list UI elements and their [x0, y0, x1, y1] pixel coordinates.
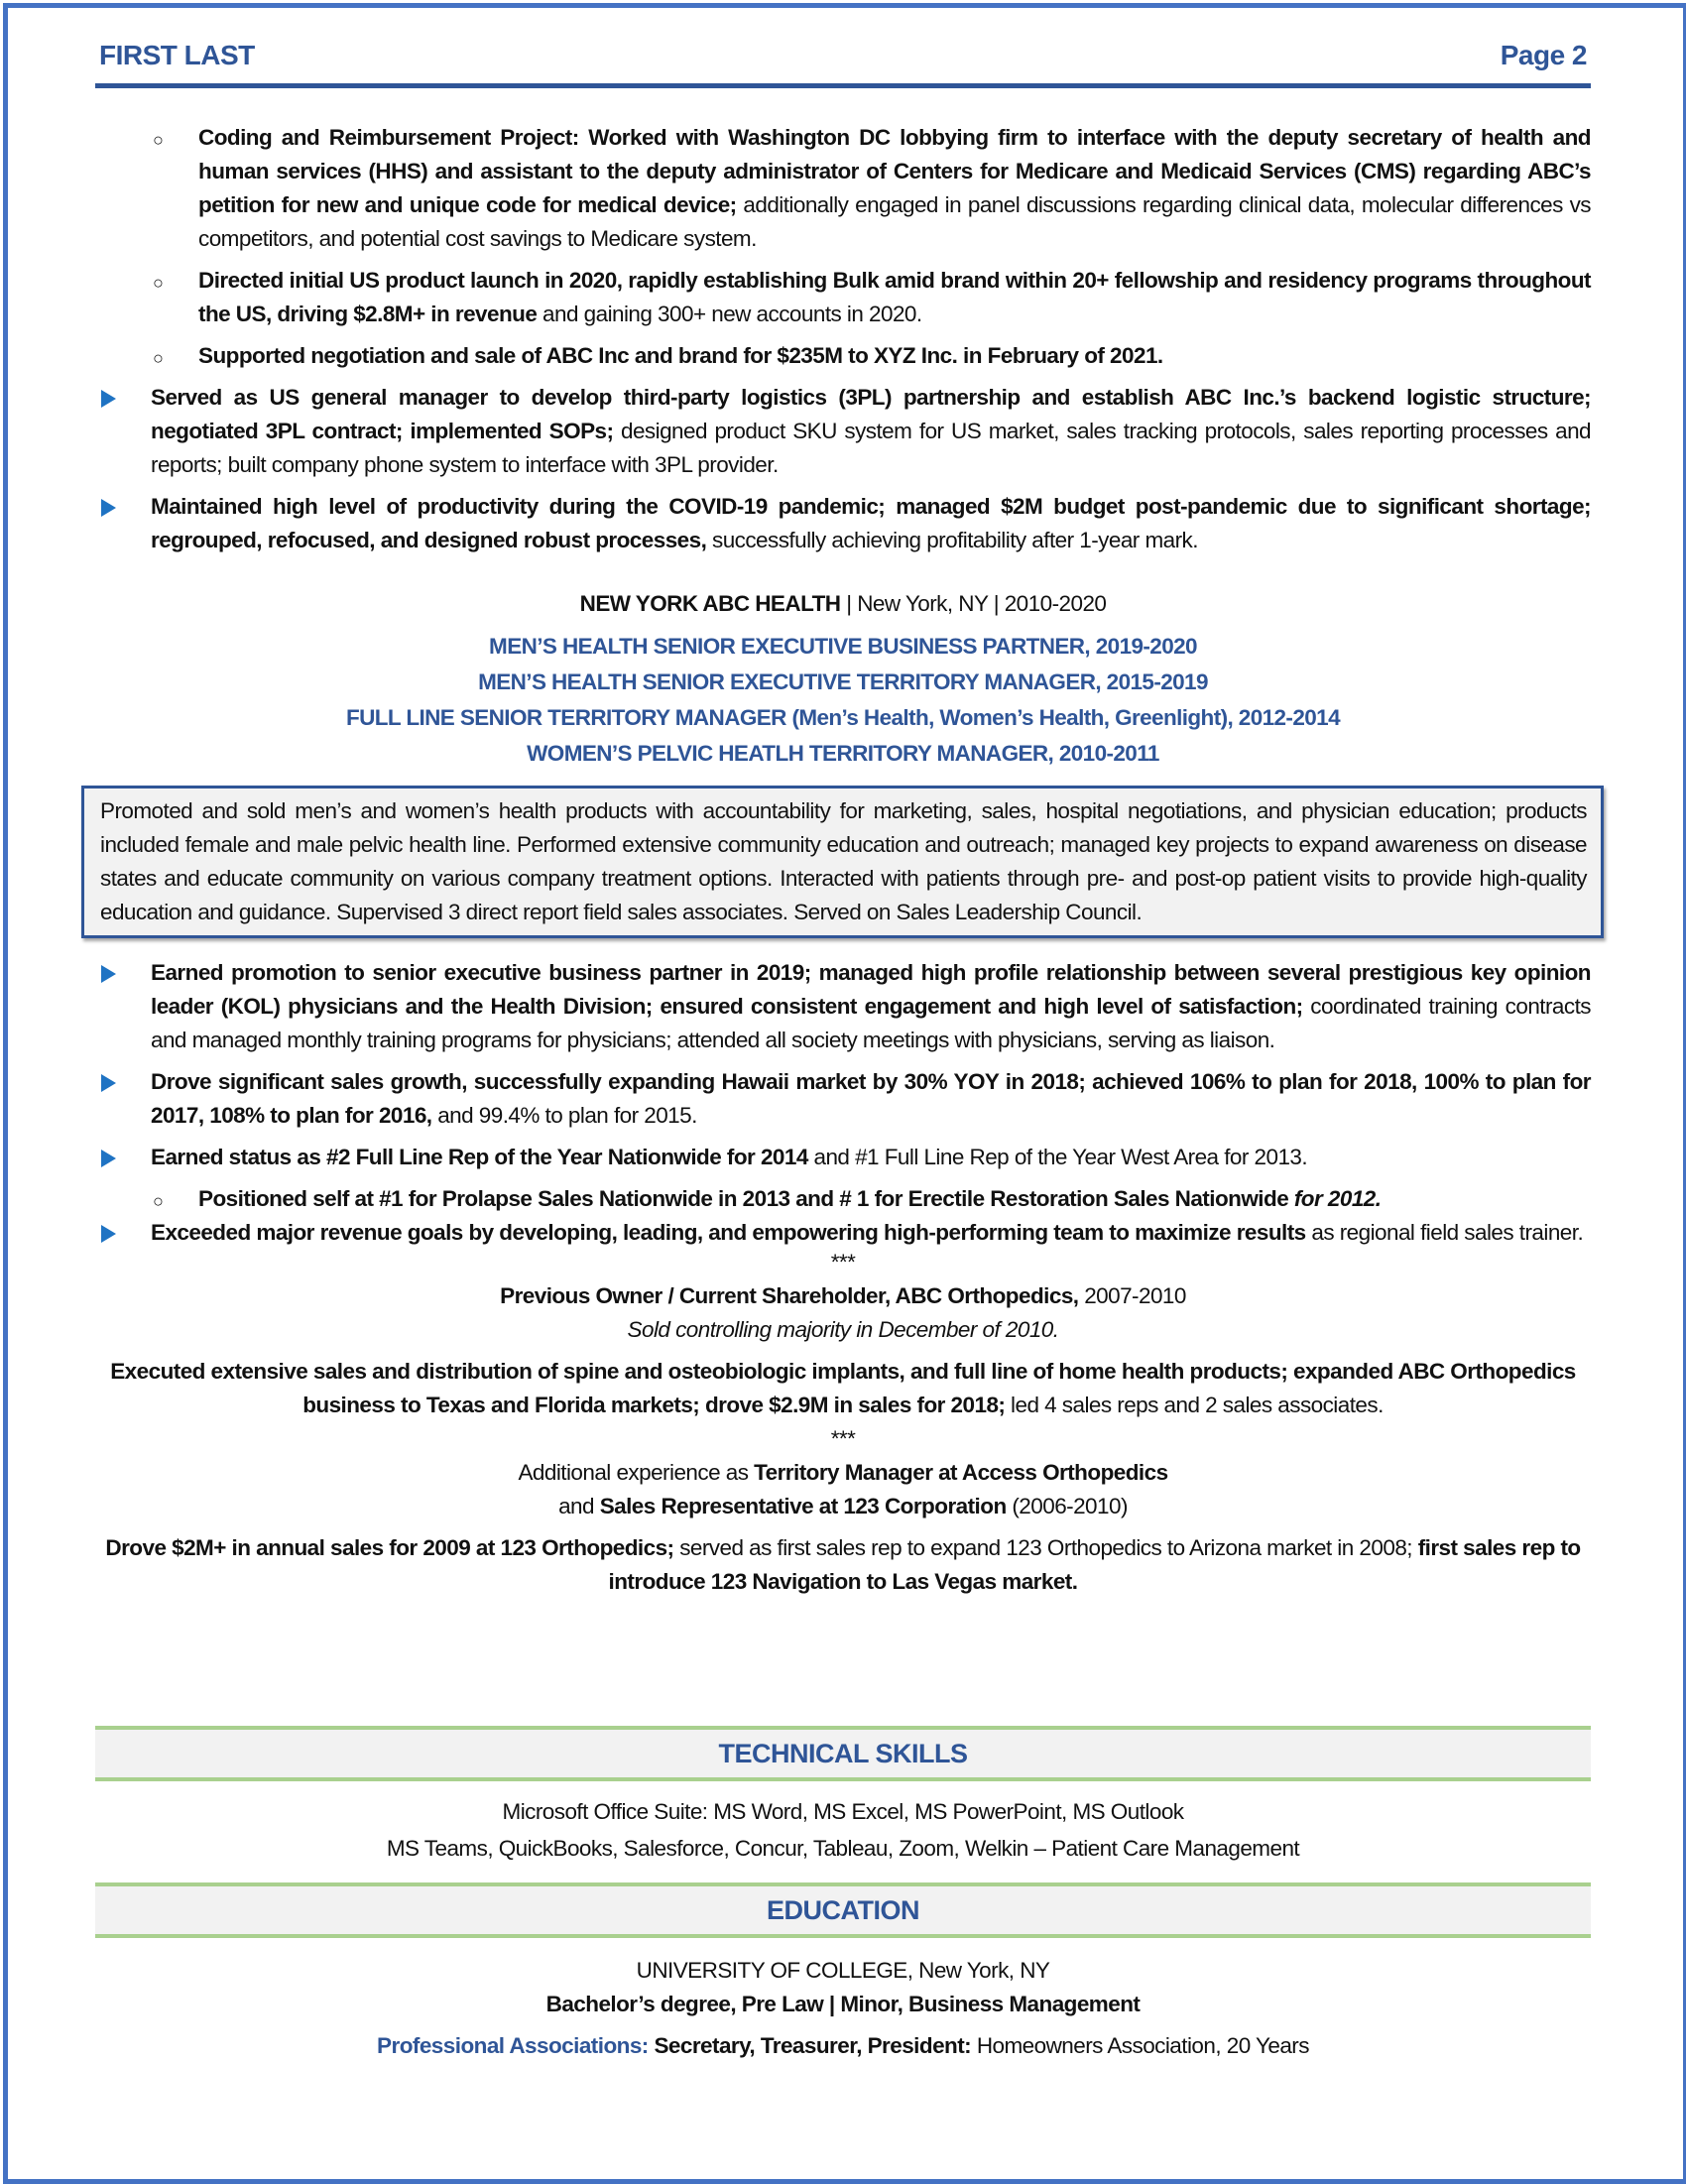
additional-text: and [558, 1494, 600, 1518]
bullet-item [95, 956, 1591, 1057]
circle-outline-icon: ○ [153, 348, 164, 368]
job-title: FULL LINE SENIOR TERRITORY MANAGER (Men’s Health, Women’s Health, Greenlight), 2012-2014 [346, 705, 1340, 730]
role-summary-box: Promoted and sold men’s and women’s health products with accountability for marketing, sales, hospital negotiations, and physician education; products included female and male pelvic health line. Performed extensive community education and outreach; managed key projects to expand awareness on disease states and educate community on various company treatment options. Interacted with patients through pre- and post-op patient visits to provide high-quality education and guidance. Supervised 3 direct report field sales associates. Served on Sales Leadership Council. [81, 786, 1604, 938]
sub-bullet-item [95, 1182, 1591, 1216]
bullet-item [95, 381, 1591, 482]
description-text: served as first sales rep to expand 123 Orthopedics to Arizona market in 2008; [673, 1535, 1418, 1560]
bullet-item [95, 1141, 1591, 1174]
additional-experience-description [95, 1531, 1591, 1599]
bullet-text: additionally engaged in panel discussions regarding clinical data, molecular differences vs competitors, and potential cost savings to Medicare system. [198, 192, 1591, 251]
company-name: NEW YORK ABC HEALTH [579, 591, 841, 616]
description-bold: Drove $2M+ in annual sales for 2009 at 123 Orthopedics; [105, 1535, 674, 1560]
bullet-bold-text: Directed initial US product launch in 2020, rapidly establishing Bulk amid brand within 20+ fellowship and residency programs throughout the US, driving $2.8M+ in revenue [198, 268, 1591, 326]
description-text: led 4 sales reps and 2 sales associates. [1005, 1393, 1384, 1417]
bullet-text: as regional field sales trainer. [1305, 1220, 1584, 1245]
bullet-item [95, 1065, 1591, 1133]
circle-outline-icon: ○ [153, 273, 164, 293]
bullet-bold-text: Coding and Reimbursement Project: Worked with Washington DC lobbying firm to interface with the deputy secretary of health and human services (HHS) and assistant to the deputy administrator of Centers for Medicare and Medicaid Services (CMS) regarding ABC’s petition for new and unique code for medical device; [198, 125, 1591, 217]
bullet-bold-text: Served as US general manager to develop third-party logistics (3PL) partnership and establish ABC Inc.’s backend logistic structure; negotiated 3PL contract; implemented SOPs; [151, 385, 1591, 443]
bullet-bold-text: Supported negotiation and sale of ABC Inc and brand for $235M to XYZ Inc. in February of 2021. [198, 343, 1163, 368]
triangle-right-icon [101, 499, 116, 517]
bullet-text: designed product SKU system for US market, sales tracking protocols, sales reporting processes and reports; built company phone system to interface with 3PL provider. [151, 419, 1591, 477]
circle-outline-icon: ○ [153, 130, 164, 150]
bullet-text: and gaining 300+ new accounts in 2020. [537, 302, 922, 326]
additional-role: Territory Manager at Access Orthopedics [754, 1460, 1168, 1485]
associations-label: Professional Associations: [377, 2033, 649, 2058]
triangle-right-icon [101, 390, 116, 408]
section-separator: *** [830, 1426, 856, 1451]
additional-text: Additional experience as [518, 1460, 755, 1485]
associations-org: Homeowners Association, 20 Years [971, 2033, 1309, 2058]
bullet-bold-text: Earned promotion to senior executive business partner in 2019; managed high profile relationship between several prestigious key opinion leader (KOL) physicians and the Health Division; ensured consistent engagement and high level of satisfaction; [151, 960, 1591, 1019]
school-name: UNIVERSITY OF COLLEGE, New York, NY [636, 1958, 1050, 1983]
role-years: 2007-2010 [1078, 1283, 1186, 1308]
education-details [95, 1954, 1591, 2063]
experience-content [95, 121, 1591, 1599]
role-title: Previous Owner / Current Shareholder, ABC Orthopedics, [500, 1283, 1079, 1308]
description-bold: Executed extensive sales and distribution of spine and osteobiologic implants, and full line of home health products; expanded ABC Orthopedics business to Texas and Florida markets; drove $2.9M in sales for 2018; [110, 1359, 1576, 1417]
bullet-bold-text: Exceeded major revenue goals by developing, leading, and empowering high-performing team to maximize results [151, 1220, 1306, 1245]
section-separator: *** [830, 1250, 856, 1274]
sub-bullet-item [95, 121, 1591, 256]
bullet-text: coordinated training contracts and managed monthly training programs for physicians; attended all society meetings with physicians, serving as liaison. [151, 994, 1591, 1052]
candidate-name: FIRST LAST [99, 40, 255, 70]
additional-years: (2006-2010) [1006, 1494, 1128, 1518]
bullet-item [95, 490, 1591, 557]
additional-role: Sales Representative at 123 Corporation [599, 1494, 1007, 1518]
circle-outline-icon: ○ [153, 1191, 164, 1211]
page-header [95, 40, 1591, 88]
additional-experience-line1 [95, 1456, 1591, 1490]
bullet-bold-text: Maintained high level of productivity during the COVID-19 pandemic; managed $2M budget post-pandemic due to significant shortage; regrouped, refocused, and designed robust processes, [151, 494, 1591, 552]
company-location: | New York, NY | 2010-2020 [840, 591, 1107, 616]
bullet-bold-text: Positioned self at #1 for Prolapse Sales Nationwide in 2013 and # 1 for Erectile Restoration Sales Nationwide [198, 1186, 1289, 1211]
page-number: Page 2 [1500, 40, 1587, 70]
section-heading-text: TECHNICAL SKILLS [718, 1739, 968, 1768]
triangle-right-icon [101, 965, 116, 983]
education-heading [95, 1882, 1591, 1938]
bullet-italic-text: for 2012. [1288, 1186, 1382, 1211]
bullet-text: successfully achieving profitability after 1-year mark. [706, 528, 1198, 552]
technical-skills-list [95, 1795, 1591, 1866]
professional-associations [95, 2029, 1591, 2063]
triangle-right-icon [101, 1074, 116, 1092]
skills-line: Microsoft Office Suite: MS Word, MS Excel, MS PowerPoint, MS Outlook [502, 1799, 1184, 1824]
bullet-text: and #1 Full Line Rep of the Year West Area for 2013. [807, 1145, 1308, 1169]
job-title: MEN’S HEALTH SENIOR EXECUTIVE BUSINESS PARTNER, 2019-2020 [489, 634, 1197, 659]
additional-experience-line2 [95, 1490, 1591, 1523]
job-titles [95, 629, 1591, 772]
description-bold: first sales rep to introduce 123 Navigation to Las Vegas market. [608, 1535, 1581, 1594]
sub-bullet-item [95, 339, 1591, 373]
job-title: MEN’S HEALTH SENIOR EXECUTIVE TERRITORY MANAGER, 2015-2019 [478, 669, 1208, 694]
job-title: WOMEN’S PELVIC HEATLH TERRITORY MANAGER, 2010-2011 [527, 741, 1159, 766]
abc-ortho-title [95, 1279, 1591, 1313]
degree: Bachelor’s degree, Pre Law | Minor, Business Management [545, 1992, 1141, 2016]
bullet-bold-text: Drove significant sales growth, successfully expanding Hawaii market by 30% YOY in 2018; achieved 106% to plan for 2018, 100% to plan for 2017, 108% to plan for 2016, [151, 1069, 1591, 1128]
section-heading-text: EDUCATION [767, 1895, 919, 1925]
abc-ortho-note: Sold controlling majority in December of 2010. [627, 1317, 1059, 1342]
bullet-bold-text: Earned status as #2 Full Line Rep of the Year Nationwide for 2014 [151, 1145, 808, 1169]
associations-roles: Secretary, Treasurer, President: [648, 2033, 972, 2058]
bullet-text: and 99.4% to plan for 2015. [431, 1103, 697, 1128]
skills-line: MS Teams, QuickBooks, Salesforce, Concur, Tableau, Zoom, Welkin – Patient Care Management [386, 1836, 1300, 1861]
triangle-right-icon [101, 1225, 116, 1243]
triangle-right-icon [101, 1150, 116, 1167]
abc-ortho-description [95, 1355, 1591, 1422]
company-line [95, 587, 1591, 621]
technical-skills-heading [95, 1726, 1591, 1781]
bullet-item [95, 1216, 1591, 1250]
sub-bullet-item [95, 264, 1591, 331]
